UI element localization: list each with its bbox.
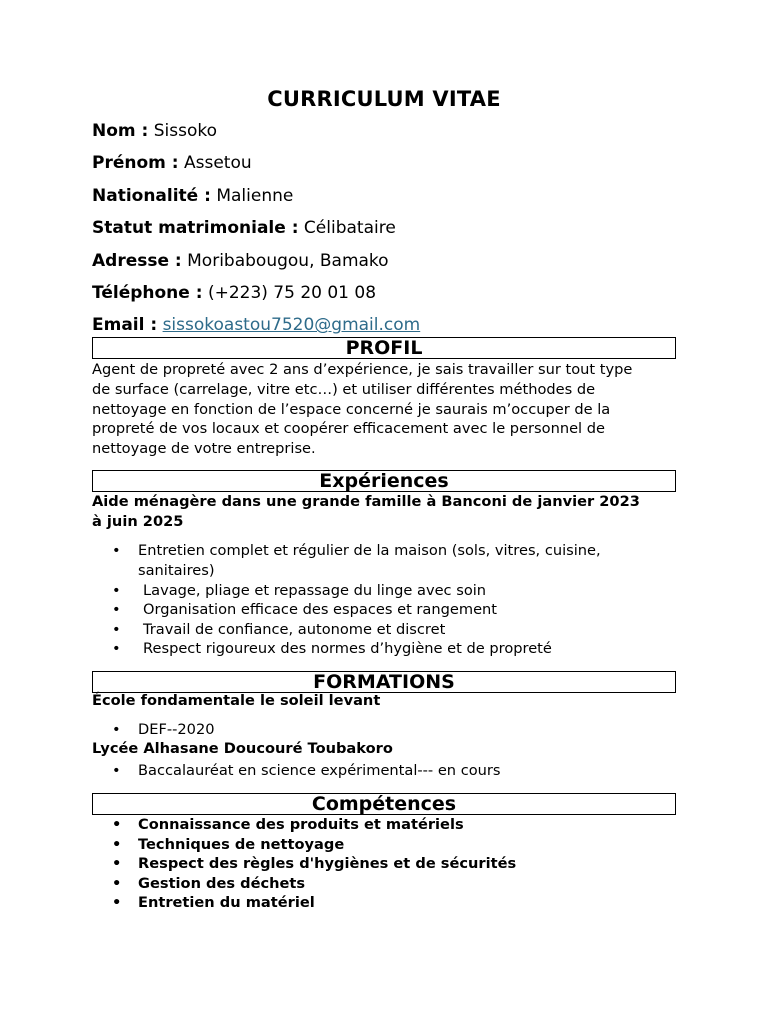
list-item xyxy=(92,761,676,781)
section-header-formations xyxy=(92,671,676,693)
section-header-profil xyxy=(92,337,676,359)
list-item-text: Lavage, pliage et repassage du linge avec soin xyxy=(143,581,487,599)
field-statut xyxy=(92,217,676,239)
experience-list xyxy=(92,541,676,659)
section-header-competences xyxy=(92,793,676,815)
list-item-text: sanitaires) xyxy=(138,561,215,579)
field-value: Moribabougou, Bamako xyxy=(187,250,389,271)
section-title: Compétences xyxy=(311,793,457,816)
field-label: Adresse : xyxy=(92,250,182,271)
list-item-text: Entretien du matériel xyxy=(138,894,315,912)
bullet-icon: • xyxy=(112,601,121,619)
job-line: Aide ménagère dans une grande famille à Banconi de janvier 2023 xyxy=(92,493,640,511)
list-item xyxy=(92,874,676,894)
bullet-icon: • xyxy=(112,620,121,638)
job-title xyxy=(92,492,676,532)
list-item-text: Gestion des déchets xyxy=(138,874,306,892)
profil-text xyxy=(92,360,676,458)
cv-document xyxy=(92,84,676,913)
list-item-text: Travail de confiance, autonome et discret xyxy=(143,620,446,638)
list-item xyxy=(92,720,676,740)
field-value: Malienne xyxy=(216,185,294,206)
field-label: Statut matrimoniale : xyxy=(92,218,299,239)
email-link[interactable]: sissokoastou7520@gmail.com xyxy=(162,315,421,336)
list-item-text: Connaissance des produits et matériels xyxy=(138,816,464,834)
bullet-icon: • xyxy=(112,542,121,560)
section-title: FORMATIONS xyxy=(313,670,455,693)
field-prenom xyxy=(92,152,676,174)
profil-line: nettoyage de votre entreprise. xyxy=(92,439,316,457)
job-line: à juin 2025 xyxy=(92,513,184,531)
list-item xyxy=(92,854,676,874)
list-item-text: DEF--2020 xyxy=(138,720,215,738)
competence-list xyxy=(92,815,676,913)
bullet-icon: • xyxy=(112,855,122,873)
section-title: PROFIL xyxy=(345,337,423,360)
list-item-text: Baccalauréat en science expérimental--- en cours xyxy=(138,762,501,780)
list-item-text: Respect rigoureux des normes d’hygiène et de propreté xyxy=(143,640,552,658)
section-title: Expériences xyxy=(319,470,449,493)
list-item xyxy=(92,893,676,913)
field-value: Célibataire xyxy=(303,218,396,239)
list-item-text: Entretien complet et régulier de la maison (sols, vitres, cuisine, xyxy=(138,542,601,560)
field-nationalite xyxy=(92,185,676,207)
field-nom xyxy=(92,120,676,142)
list-item xyxy=(92,815,676,835)
profil-line: propreté de vos locaux et coopérer efficacement avec le personnel de xyxy=(92,420,605,438)
bullet-icon: • xyxy=(112,640,121,658)
bullet-icon: • xyxy=(112,762,121,780)
bullet-icon: • xyxy=(112,581,121,599)
list-item xyxy=(92,600,676,620)
bullet-icon: • xyxy=(112,835,122,853)
list-item xyxy=(92,620,676,640)
formation-list xyxy=(92,761,676,781)
profil-line: nettoyage en fonction de l’espace concerné je saurais m’occuper de la xyxy=(92,400,611,418)
section-header-experiences xyxy=(92,470,676,492)
formation-list xyxy=(92,720,676,740)
profil-line: Agent de propreté avec 2 ans d’expérience, je sais travailler sur tout type xyxy=(92,361,633,379)
field-label: Email : xyxy=(92,315,158,336)
field-value: Sissoko xyxy=(153,121,218,141)
field-telephone xyxy=(92,282,676,304)
profil-line: de surface (carrelage, vitre etc…) et utiliser différentes méthodes de xyxy=(92,380,596,398)
school-name: École fondamentale le soleil levant xyxy=(92,691,381,709)
field-email xyxy=(92,314,676,336)
page-title: CURRICULUM VITAE xyxy=(267,87,501,111)
bullet-icon: • xyxy=(112,816,122,834)
bullet-icon: • xyxy=(112,894,122,912)
school-name: Lycée Alhasane Doucouré Toubakoro xyxy=(92,740,393,758)
list-item-text: Techniques de nettoyage xyxy=(138,835,345,853)
bullet-icon: • xyxy=(112,874,122,892)
list-item xyxy=(92,581,676,601)
field-label: Nom : xyxy=(92,121,149,141)
field-label: Prénom : xyxy=(92,153,179,174)
list-item xyxy=(92,639,676,659)
list-item xyxy=(92,835,676,855)
list-item-text: Respect des règles d'hygiènes et de sécurités xyxy=(138,855,517,873)
field-label: Nationalité : xyxy=(92,185,211,206)
list-item xyxy=(92,541,676,580)
field-value: Assetou xyxy=(184,153,252,174)
field-label: Téléphone : xyxy=(92,282,203,303)
bullet-icon: • xyxy=(112,720,121,738)
field-value: (+223) 75 20 01 08 xyxy=(207,282,377,303)
list-item-text: Organisation efficace des espaces et rangement xyxy=(143,601,498,619)
field-adresse xyxy=(92,250,676,272)
